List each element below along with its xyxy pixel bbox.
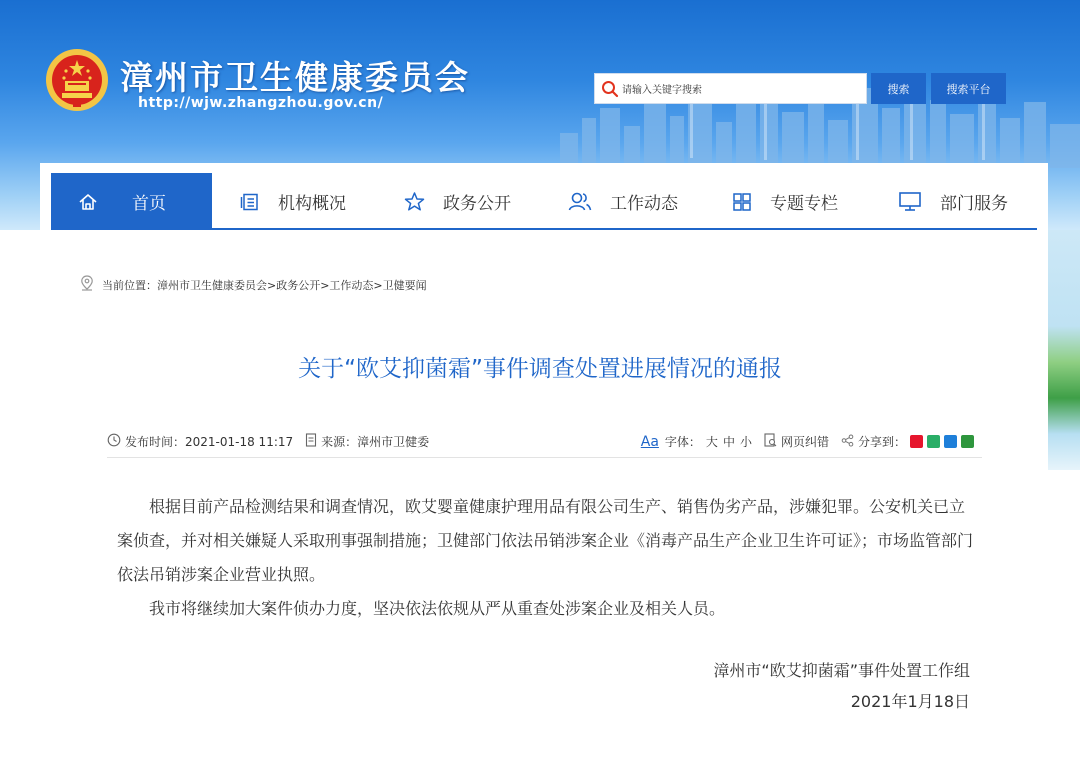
site-url[interactable]: http://wjw.zhangzhou.gov.cn/	[138, 95, 384, 111]
article-meta	[107, 430, 982, 458]
font-size-label: 字体：	[664, 435, 701, 449]
nav-label: 部门服务	[940, 194, 1008, 214]
nav-item-government-affairs[interactable]	[376, 173, 540, 230]
monitor-icon	[898, 191, 922, 212]
article-signature-block	[713, 655, 970, 717]
document-list-icon	[240, 192, 260, 212]
nav-label: 政务公开	[443, 194, 511, 214]
font-size-medium[interactable]: 中	[722, 435, 735, 449]
search-button[interactable]: 搜索	[871, 73, 926, 104]
nav-item-work-news[interactable]	[540, 173, 704, 230]
main-nav	[51, 173, 1037, 230]
nav-item-home[interactable]	[51, 173, 212, 230]
nav-label: 专题专栏	[770, 194, 838, 214]
source-document-icon	[305, 433, 317, 450]
national-emblem-logo	[44, 47, 110, 113]
article-body	[117, 490, 973, 626]
publish-time: 发布时间：2021-01-18 11:17	[125, 435, 294, 449]
font-aa-icon: Aa	[640, 433, 659, 450]
share-icon	[841, 434, 854, 450]
signature-date: 2021年1月18日	[850, 692, 970, 711]
font-size-small[interactable]: 小	[739, 435, 752, 449]
weibo-icon[interactable]	[910, 435, 923, 448]
article-paragraph: 我市将继续加大案件侦办力度，坚决依法依规从严从重查处涉案企业及相关人员。	[149, 599, 726, 618]
nav-label: 工作动态	[610, 194, 678, 214]
star-icon	[404, 191, 425, 212]
grid-icon	[732, 192, 752, 212]
article-title: 关于“欧艾抑菌霜”事件调查处置进展情况的通报	[298, 356, 782, 382]
users-icon	[568, 191, 592, 212]
breadcrumb	[80, 275, 427, 294]
location-pin-icon	[80, 275, 94, 294]
douban-icon[interactable]	[961, 435, 974, 448]
search-icon	[601, 80, 619, 98]
site-title: 漳州市卫生健康委员会	[120, 58, 470, 97]
article-source: 来源：漳州市卫健委	[321, 435, 430, 449]
nav-label: 机构概况	[278, 194, 346, 214]
correction-icon	[764, 433, 777, 450]
nav-item-special-topics[interactable]	[704, 173, 868, 230]
correction-link[interactable]: 网页纠错	[780, 435, 829, 449]
signature: 漳州市“欧艾抑菌霜”事件处置工作组	[713, 661, 970, 680]
clock-icon	[107, 433, 121, 450]
breadcrumb-text[interactable]: 当前位置：漳州市卫生健康委员会>政务公开>工作动态>卫健要闻	[102, 278, 427, 292]
qq-icon[interactable]	[944, 435, 957, 448]
home-icon	[78, 192, 98, 212]
nav-label: 首页	[132, 194, 166, 214]
search-placeholder: 请输入关键字搜索	[622, 85, 702, 96]
font-size-large[interactable]: 大	[705, 435, 718, 449]
search-input[interactable]	[594, 73, 867, 104]
nav-item-department-services[interactable]	[868, 173, 1037, 230]
wechat-icon[interactable]	[927, 435, 940, 448]
article-paragraph: 根据目前产品检测结果和调查情况，欧艾婴童健康护理用品有限公司生产、销售伪劣产品，涉嫌犯罪。公安机关已立案侦查，并对相关嫌疑人采取刑事强制措施；卫健部门依法吊销涉案企业《消毒产品生产企业卫生许可证》；市场监管部门依法吊销涉案企业营业执照。	[117, 497, 974, 584]
nav-item-organization[interactable]	[212, 173, 376, 230]
share-label: 分享到：	[857, 435, 906, 449]
search-platform-button[interactable]: 搜索平台	[931, 73, 1006, 104]
